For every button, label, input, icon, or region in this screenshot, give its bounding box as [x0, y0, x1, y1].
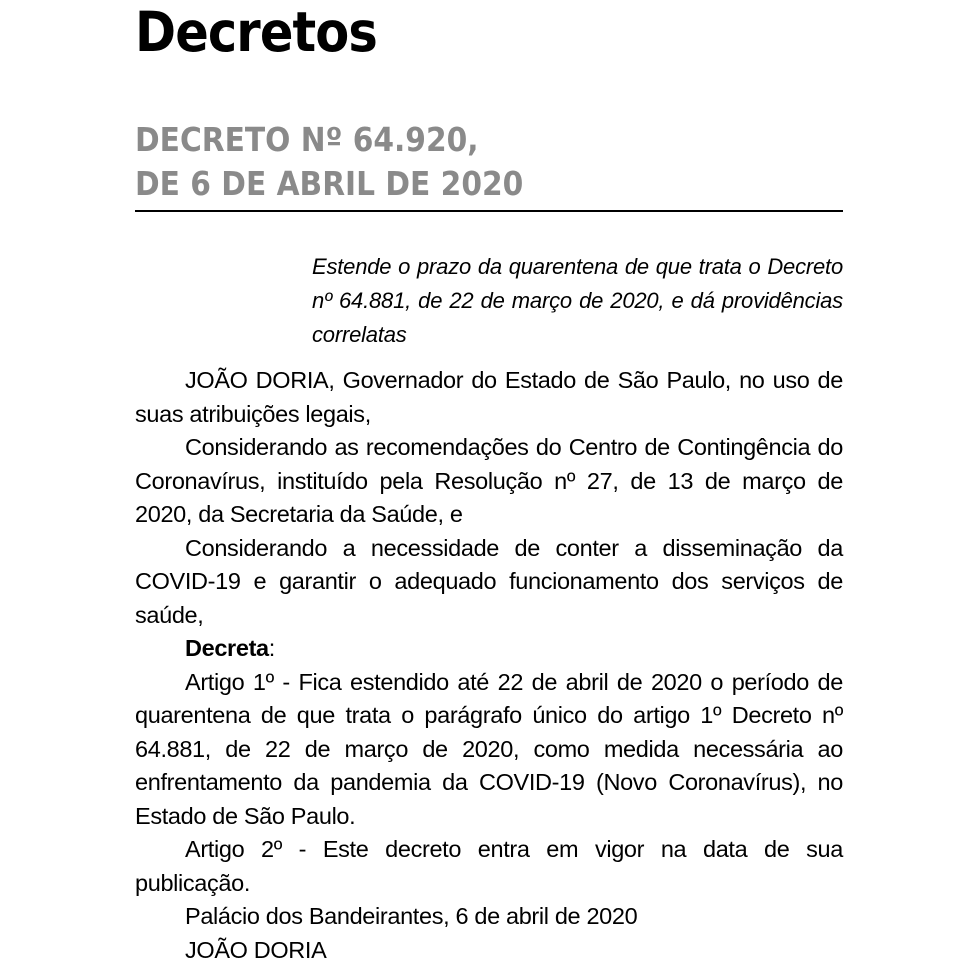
decree-summary: Estende o prazo da quarentena de que trata o Decreto nº 64.881, de 22 de março de 2020, e dá providências correlatas — [312, 250, 843, 352]
section-title: Decretos — [135, 0, 772, 66]
heading-divider — [135, 210, 843, 212]
decree-heading-line-2: DE 6 DE ABRIL DE 2020 — [135, 162, 772, 206]
decree-body — [135, 364, 843, 967]
article-2-paragraph: Artigo 2º - Este decreto entra em vigor na data de sua publicação. — [135, 833, 843, 900]
decrees-label: Decreta — [185, 635, 269, 661]
decrees-colon: : — [269, 635, 275, 661]
place-date-line: Palácio dos Bandeirantes, 6 de abril de 2020 — [135, 900, 843, 934]
considering-paragraph-2: Considerando a necessidade de conter a disseminação da COVID-19 e garantir o adequado funcionamento dos serviços de saúde, — [135, 532, 843, 633]
decree-heading — [135, 118, 772, 206]
preamble-paragraph: JOÃO DORIA, Governador do Estado de São Paulo, no uso de suas atribuições legais, — [135, 364, 843, 431]
decree-heading-line-1: DECRETO Nº 64.920, — [135, 118, 772, 162]
document-page — [135, 0, 843, 967]
article-1-paragraph: Artigo 1º - Fica estendido até 22 de abril de 2020 o período de quarentena de que trata o parágrafo único do artigo 1º Decreto nº 64.881, de 22 de março de 2020, como medida necessária ao enfrentamento da pandemia da COVID-19 (Novo Coronavírus), no Estado de São Paulo. — [135, 666, 843, 834]
decrees-paragraph — [135, 632, 843, 666]
signature-line: JOÃO DORIA — [135, 934, 843, 967]
considering-paragraph-1: Considerando as recomendações do Centro de Contingência do Coronavírus, instituído pela Resolução nº 27, de 13 de março de 2020, da Secretaria da Saúde, e — [135, 431, 843, 532]
